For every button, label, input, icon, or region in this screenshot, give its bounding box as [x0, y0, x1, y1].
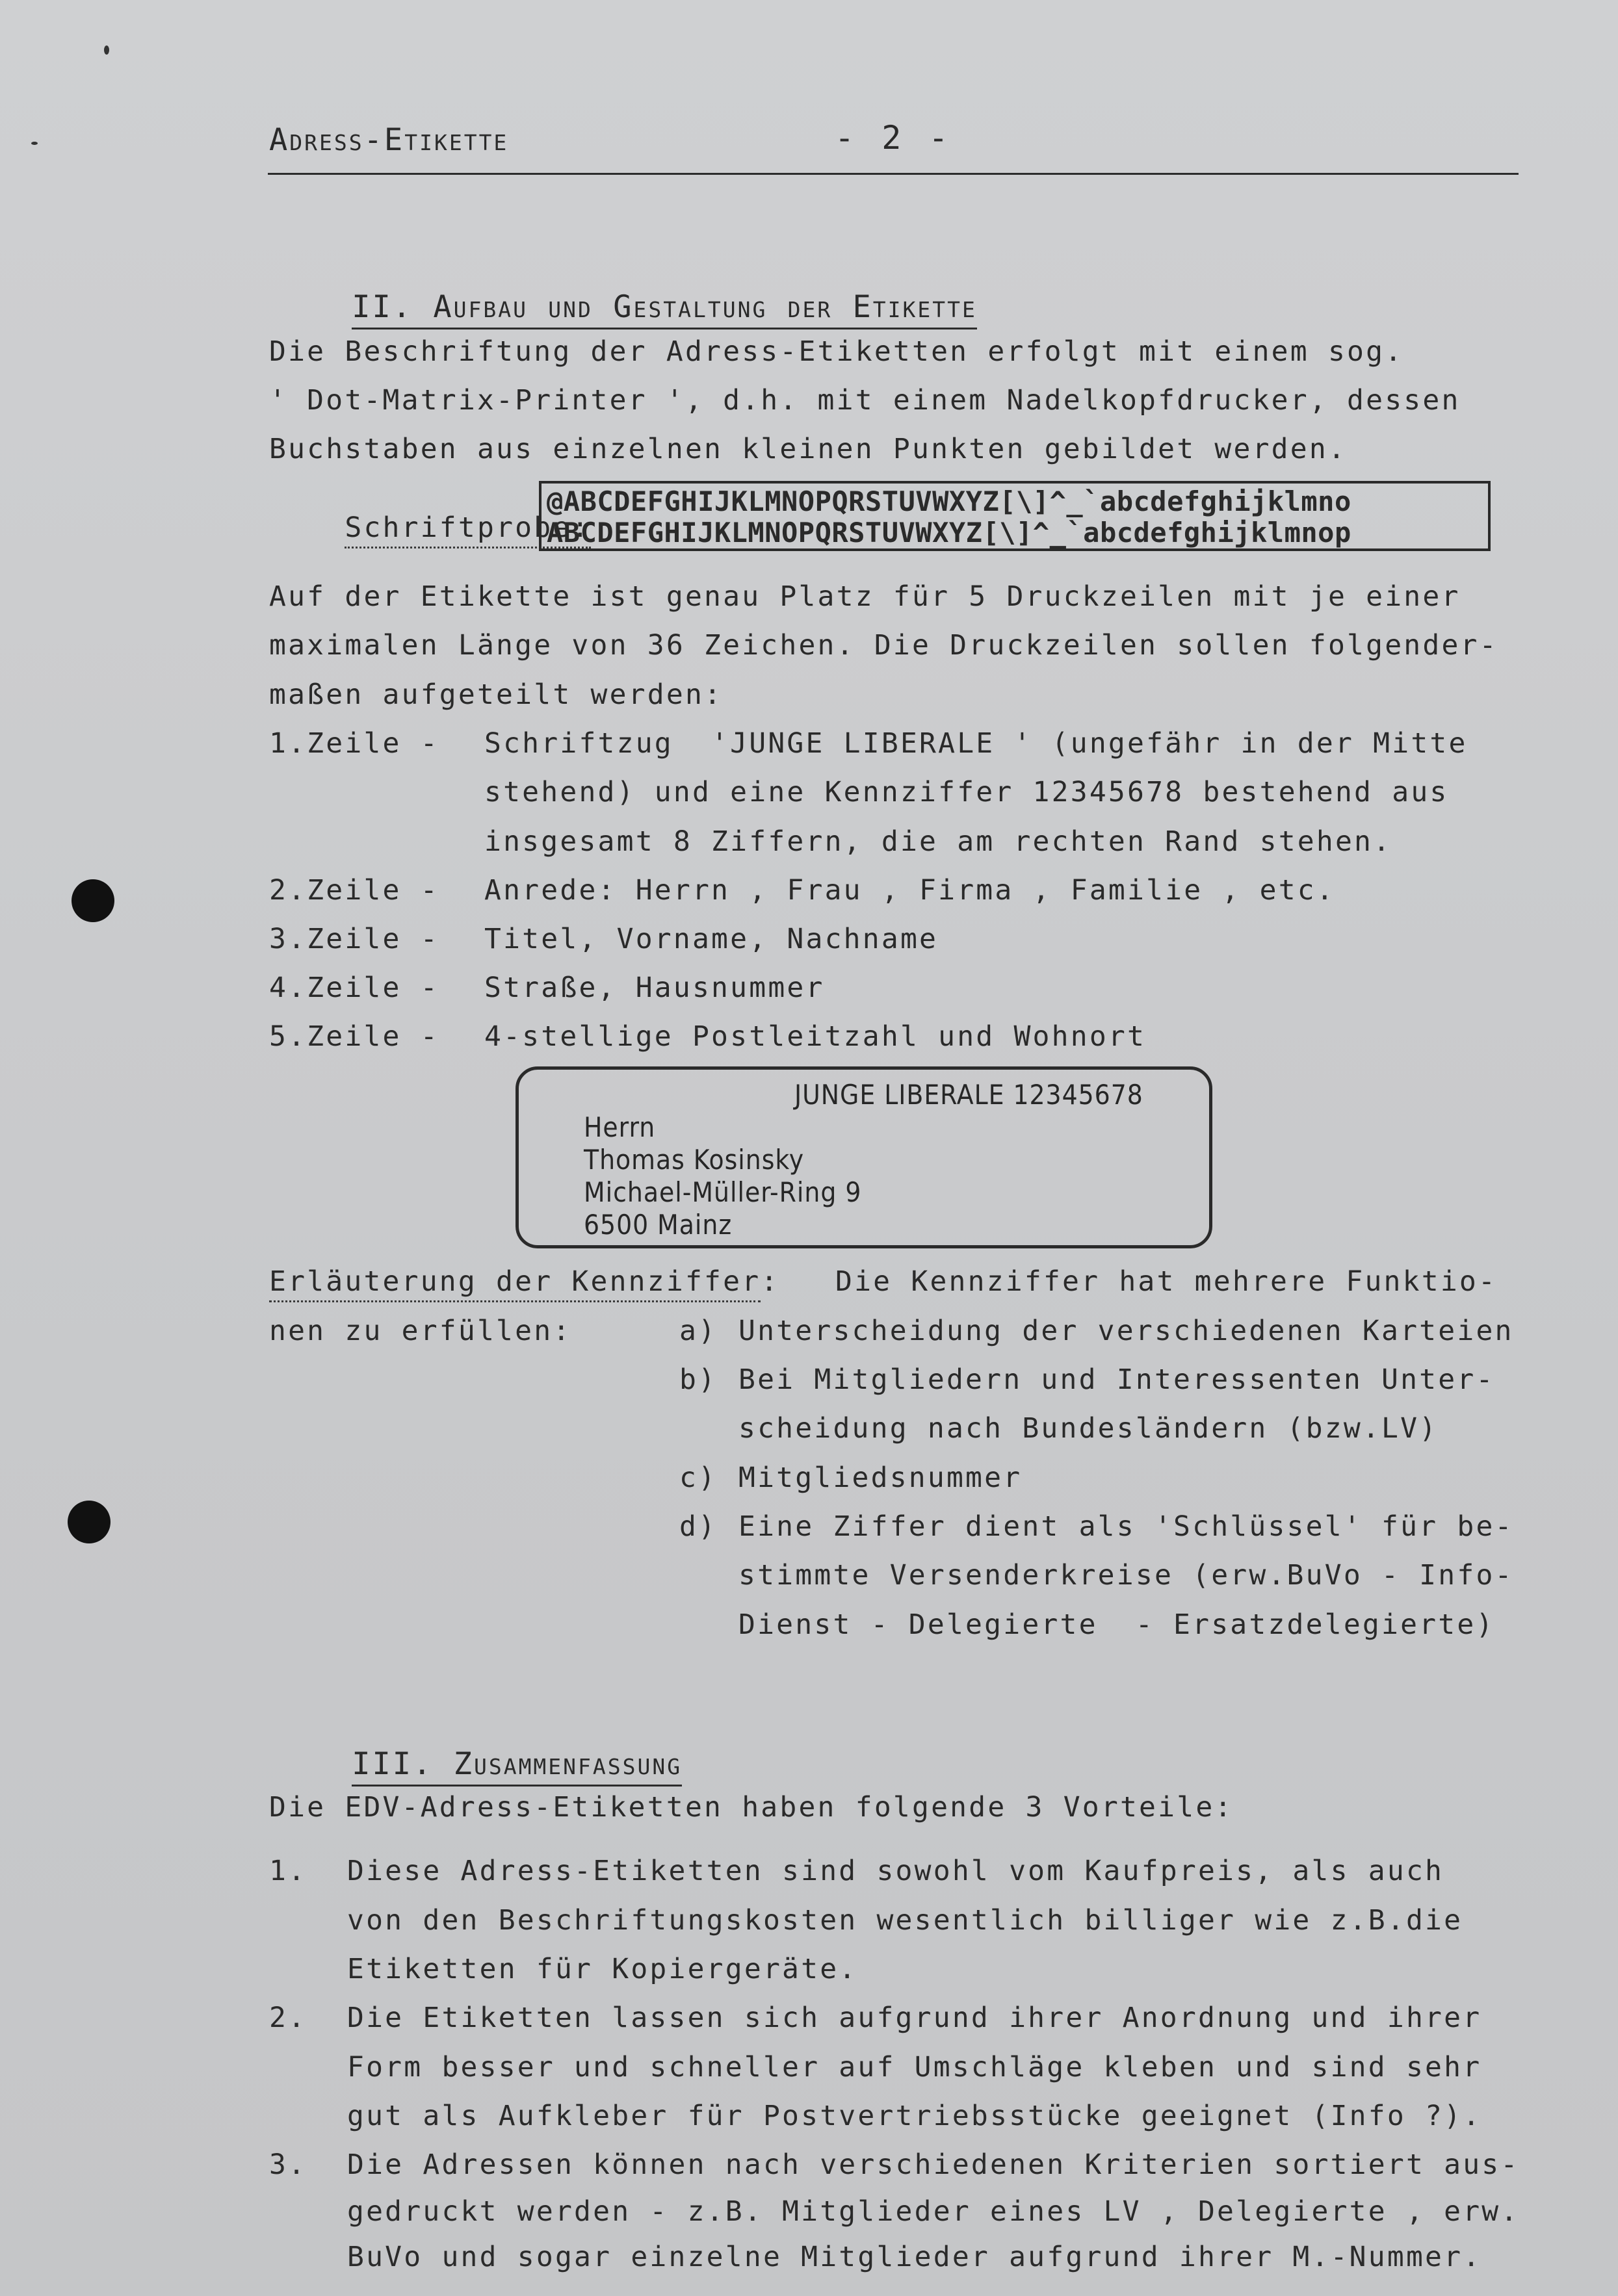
label-line-2: Herrn [584, 1111, 656, 1143]
kennziffer-colon: : [761, 1265, 780, 1298]
vorteil-3-text-2: gedruckt werden - z.B. Mitglieder eines LV , Delegierte , erw. [347, 2195, 1520, 2228]
punch-hole [68, 1501, 111, 1543]
intro-line-1: Die Beschriftung der Adress-Etiketten erfolgt mit einem sog. [269, 335, 1404, 368]
kennziffer-intro: Die Kennziffer hat mehrere Funktio- [835, 1265, 1498, 1298]
zeile-4-text: Straße, Hausnummer [484, 972, 825, 1004]
page-number: - 2 - [835, 119, 952, 157]
kennziffer-intro-line-2: nen zu erfüllen: [269, 1315, 572, 1347]
zeile-2-label: 2.Zeile - [269, 874, 439, 907]
kennziffer-item-c-text: Mitgliedsnummer [738, 1462, 1023, 1494]
vorteil-1-text-3: Etiketten für Kopiergeräte. [347, 1953, 858, 1985]
zeile-1-text-2: stehend) und eine Kennziffer 12345678 bestehend aus [484, 776, 1449, 808]
vorteil-2-marker: 2. [269, 2002, 307, 2034]
vorteil-3-text-1: Die Adressen können nach verschiedenen Kriterien sortiert aus- [347, 2148, 1520, 2181]
vorteil-2-text-2: Form besser und schneller auf Umschläge kleben und sind sehr [347, 2051, 1482, 2083]
label-line-5: 6500 Mainz [584, 1209, 733, 1241]
zeile-2-text: Anrede: Herrn , Frau , Firma , Familie , etc. [484, 874, 1335, 907]
zeile-3-text: Titel, Vorname, Nachname [484, 923, 939, 955]
platz-line-2: maximalen Länge von 36 Zeichen. Die Druckzeilen sollen folgender- [269, 629, 1498, 662]
vorteil-1-text-1: Diese Adress-Etiketten sind sowohl vom Kaufpreis, als auch [347, 1855, 1444, 1887]
vorteil-3-marker: 3. [269, 2148, 307, 2181]
kennziffer-item-d-marker: d) [679, 1510, 718, 1543]
kennziffer-heading-text: Erläuterung der Kennziffer [269, 1265, 761, 1302]
zeile-1-text-3: insgesamt 8 Ziffern, die am rechten Rand stehen. [484, 825, 1392, 858]
kennziffer-heading [269, 1265, 780, 1298]
zeile-1-text-1: Schriftzug 'JUNGE LIBERALE ' (ungefähr in der Mitte [484, 727, 1468, 760]
punch-hole [72, 879, 114, 922]
font-sample-line-1: @ABCDEFGHIJKLMNOPQRSTUVWXYZ[\]^_`abcdefghijklmno [547, 486, 1351, 517]
kennziffer-item-c-marker: c) [679, 1462, 718, 1494]
sample-label-text: Schriftprobe: [345, 511, 590, 548]
font-sample-line-2: ABCDEFGHIJKLMNOPQRSTUVWXYZ[\]^_`abcdefghijklmnop [547, 517, 1351, 548]
ink-speck [31, 142, 38, 145]
vorteil-1-text-2: von den Beschriftungskosten wesentlich billiger wie z.B.die [347, 1904, 1463, 1937]
vorteil-2-text-3: gut als Aufkleber für Postvertriebsstücke geeignet (Info ?). [347, 2100, 1482, 2132]
vorteil-2-text-1: Die Etiketten lassen sich aufgrund ihrer Anordnung und ihrer [347, 2002, 1482, 2034]
ink-speck [104, 45, 109, 55]
section-2-heading-text: II. Aufbau und Gestaltung der Etikette [352, 289, 977, 329]
vorteil-1-marker: 1. [269, 1855, 307, 1887]
section-3-heading-text: III. Zusammenfassung [352, 1746, 682, 1786]
example-address-label [515, 1066, 1212, 1248]
header-rule [268, 173, 1519, 175]
kennziffer-item-d-text-2: stimmte Versenderkreise (erw.BuVo - Info- [738, 1559, 1514, 1592]
label-line-3: Thomas Kosinsky [584, 1144, 805, 1176]
label-line-4: Michael-Müller-Ring 9 [584, 1176, 862, 1208]
intro-line-2: ' Dot-Matrix-Printer ', d.h. mit einem Nadelkopfdrucker, dessen [269, 384, 1461, 417]
zeile-3-label: 3.Zeile - [269, 923, 439, 955]
zeile-4-label: 4.Zeile - [269, 972, 439, 1004]
label-line-1: JUNGE LIBERALE 12345678 [794, 1079, 1143, 1111]
vorteil-3-text-3: BuVo und sogar einzelne Mitglieder aufgrund ihrer M.-Nummer. [347, 2241, 1482, 2273]
platz-line-3: maßen aufgeteilt werden: [269, 678, 724, 711]
zeile-5-text: 4-stellige Postleitzahl und Wohnort [484, 1020, 1147, 1053]
kennziffer-item-a-text: Unterscheidung der verschiedenen Karteien [738, 1315, 1514, 1347]
kennziffer-item-d-text-3: Dienst - Delegierte - Ersatzdelegierte) [738, 1608, 1495, 1641]
kennziffer-item-b-marker: b) [679, 1363, 718, 1396]
header-title: Adress-Etikette [269, 122, 509, 158]
kennziffer-item-a-marker: a) [679, 1315, 718, 1347]
kennziffer-item-d-text-1: Eine Ziffer dient als 'Schlüssel' für be- [738, 1510, 1514, 1543]
section-3-intro: Die EDV-Adress-Etiketten haben folgende 3 Vorteile: [269, 1791, 1234, 1824]
platz-line-1: Auf der Etikette ist genau Platz für 5 Druckzeilen mit je einer [269, 580, 1461, 613]
zeile-5-label: 5.Zeile - [269, 1020, 439, 1053]
kennziffer-item-b-text-1: Bei Mitgliedern und Interessenten Unter- [738, 1363, 1495, 1396]
zeile-1-label: 1.Zeile - [269, 727, 439, 760]
font-sample-box [539, 481, 1491, 551]
kennziffer-item-b-text-2: scheidung nach Bundesländern (bzw.LV) [738, 1412, 1439, 1445]
intro-line-3: Buchstaben aus einzelnen kleinen Punkten gebildet werden. [269, 433, 1348, 465]
